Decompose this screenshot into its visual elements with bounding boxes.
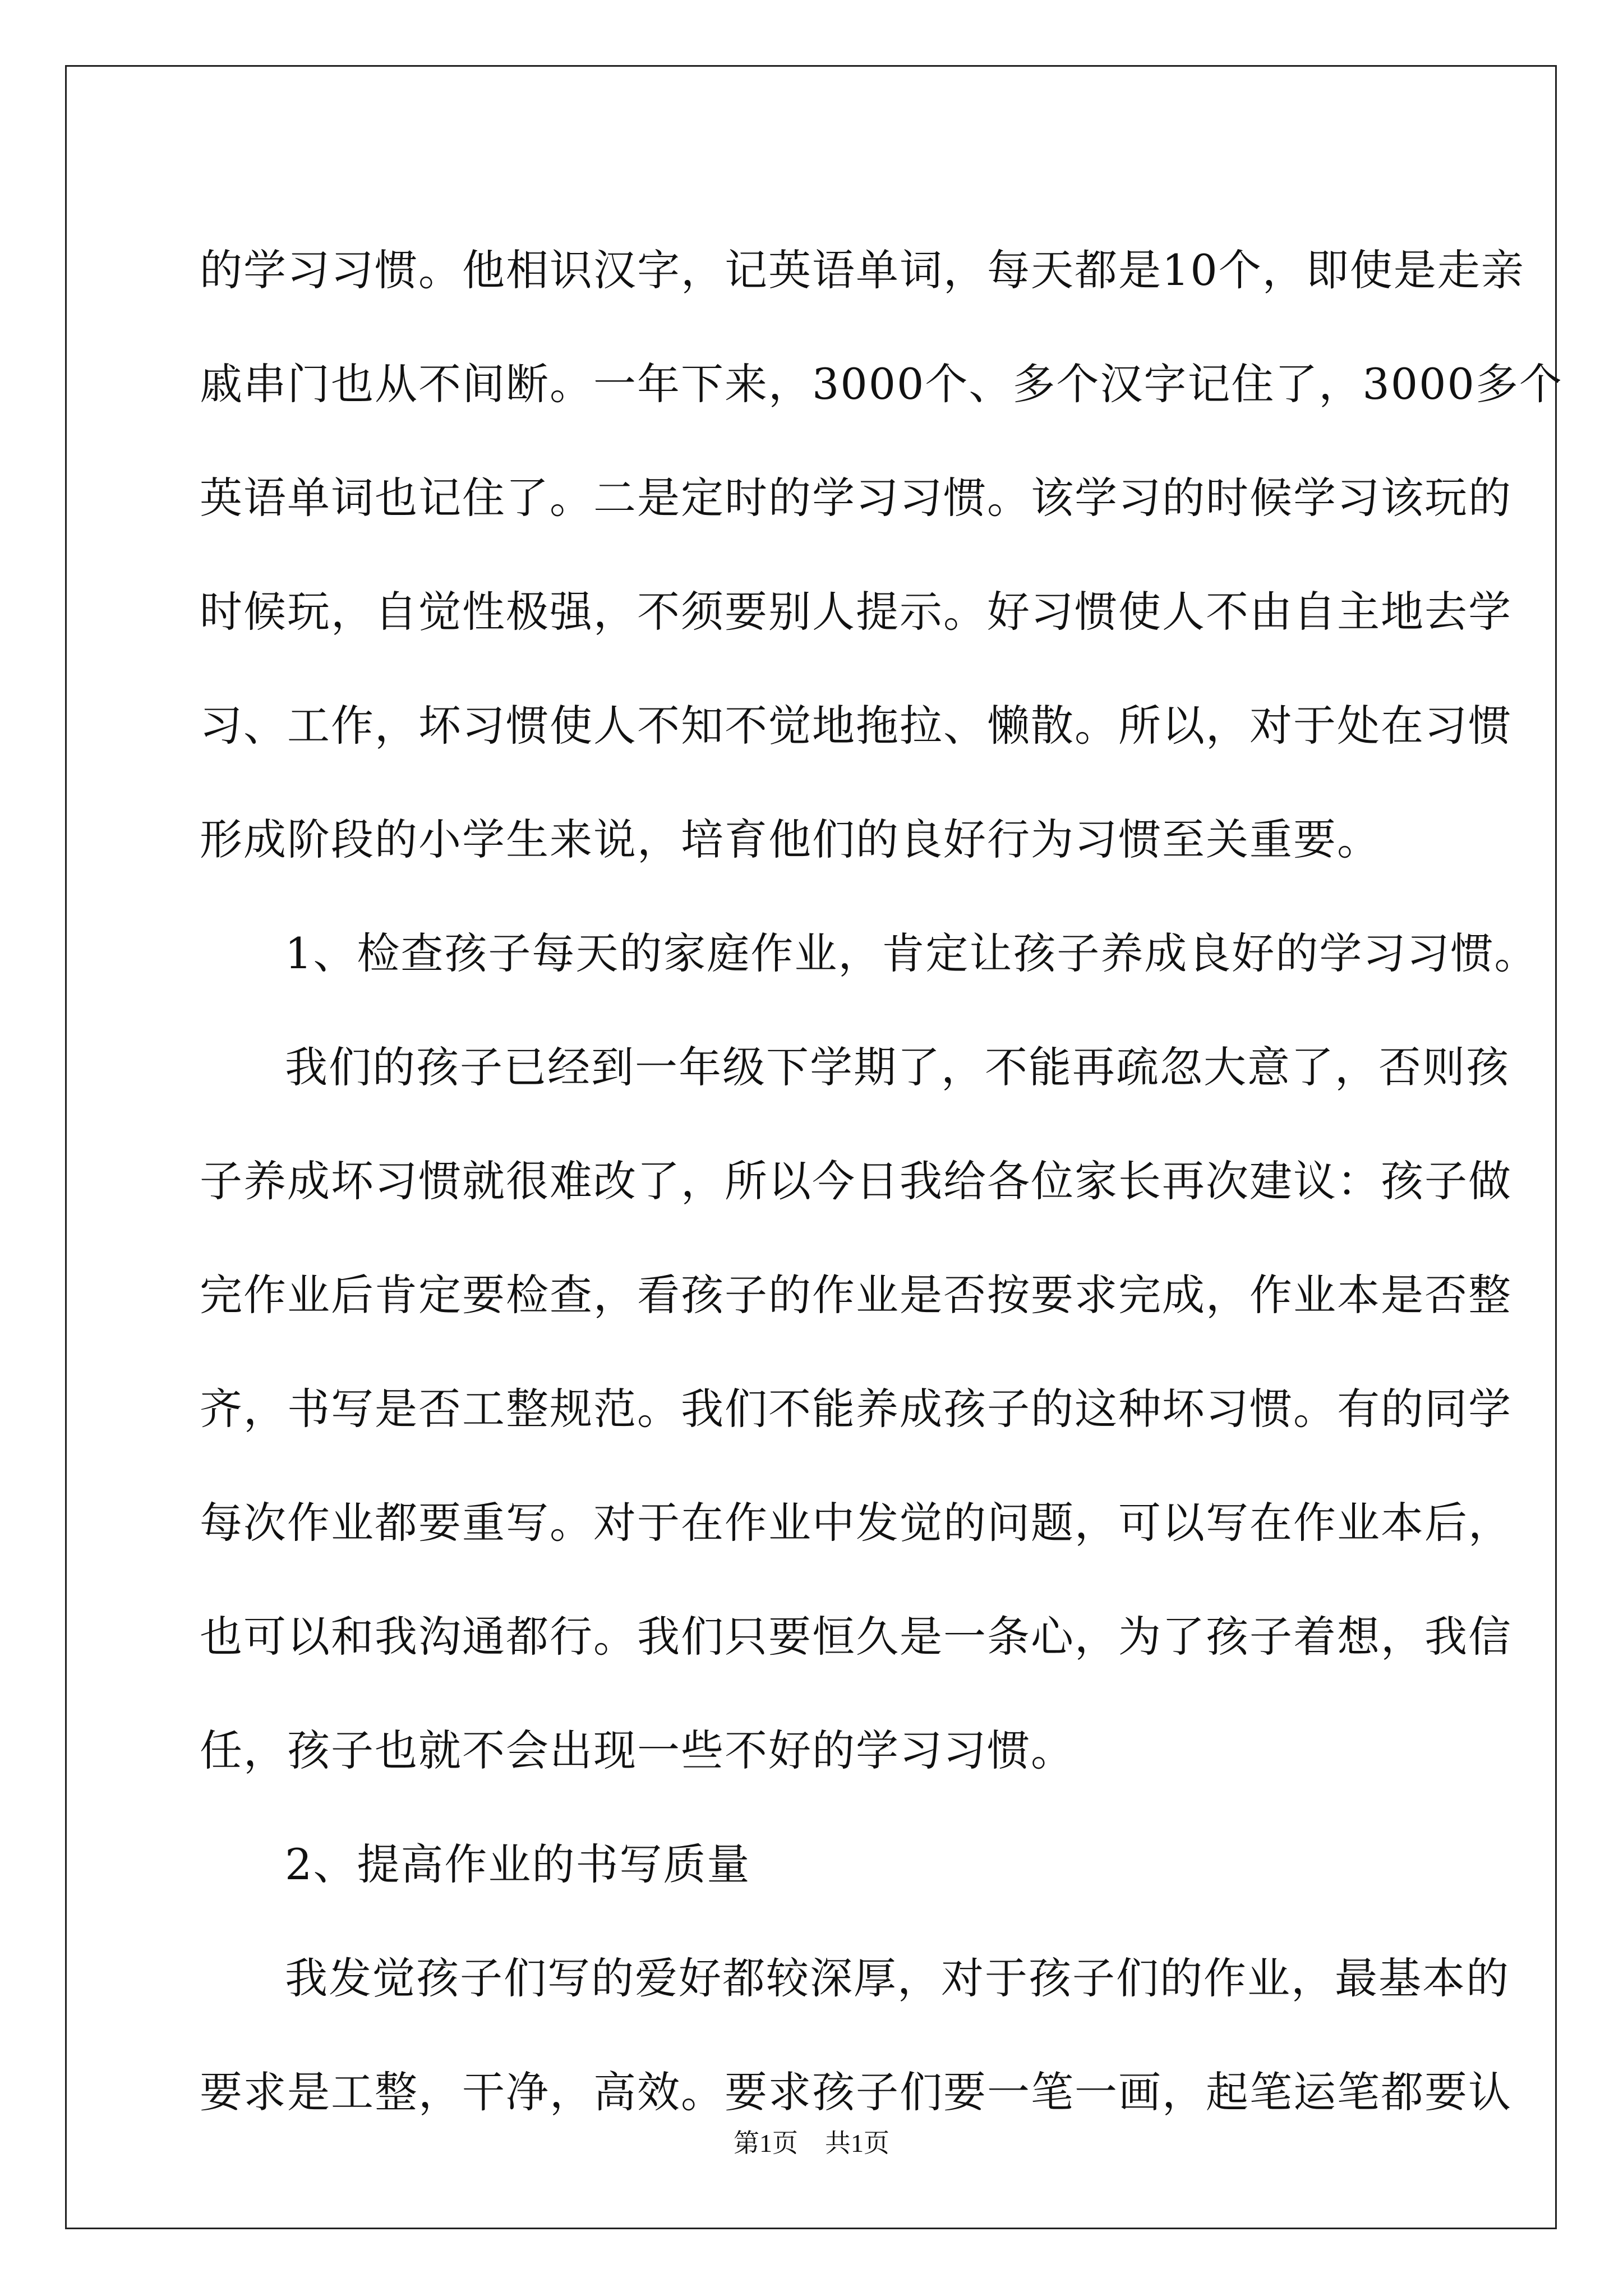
section-heading: 2、提高作业的书写质量 [285, 1839, 751, 1889]
text-line: 的学习习惯。他相识汉字，记英语单词，每天都是10个，即使是走亲 [200, 245, 1525, 295]
text-line: 习、工作，坏习惯使人不知不觉地拖拉、懒散。所以，对于处在习惯 [200, 701, 1512, 751]
text-line: 齐，书写是否工整规范。我们不能养成孩子的这种坏习惯。有的同学 [200, 1384, 1512, 1434]
text-line: 戚串门也从不间断。一年下来，3000个、多个汉字记住了，3000多个 [200, 359, 1563, 409]
text-line: 要求是工整，干净，高效。要求孩子们要一笔一画，起笔运笔都要认 [200, 2067, 1512, 2117]
text-line: 任，孩子也就不会出现一些不好的学习习惯。 [200, 1726, 1075, 1775]
document-body [200, 213, 1563, 2149]
text-line: 我们的孩子已经到一年级下学期了，不能再疏忽大意了，否则孩 [285, 1042, 1510, 1092]
text-line: 也可以和我沟通都行。我们只要恒久是一条心，为了孩子着想，我信 [200, 1612, 1512, 1662]
page-total: 共1页 [825, 2129, 889, 2157]
page-footer [0, 2123, 1623, 2160]
text-line: 时候玩，自觉性极强，不须要别人提示。好习惯使人不由自主地去学 [200, 587, 1512, 637]
text-line: 我发觉孩子们写的爱好都较深厚，对于孩子们的作业，最基本的 [285, 1953, 1510, 2003]
text-line: 子养成坏习惯就很难改了，所以今日我给各位家长再次建议：孩子做 [200, 1156, 1512, 1206]
page-number: 第1页 [734, 2129, 798, 2157]
text-line: 每次作业都要重写。对于在作业中发觉的问题，可以写在作业本后， [200, 1498, 1512, 1548]
section-heading: 1、检查孩子每天的家庭作业，肯定让孩子养成良好的学习习惯。 [285, 928, 1538, 978]
text-line: 形成阶段的小学生来说，培育他们的良好行为习惯至关重要。 [200, 815, 1381, 864]
text-line: 英语单词也记住了。二是定时的学习习惯。该学习的时候学习该玩的 [200, 473, 1512, 523]
text-line: 完作业后肯定要检查，看孩子的作业是否按要求完成，作业本是否整 [200, 1270, 1512, 1320]
